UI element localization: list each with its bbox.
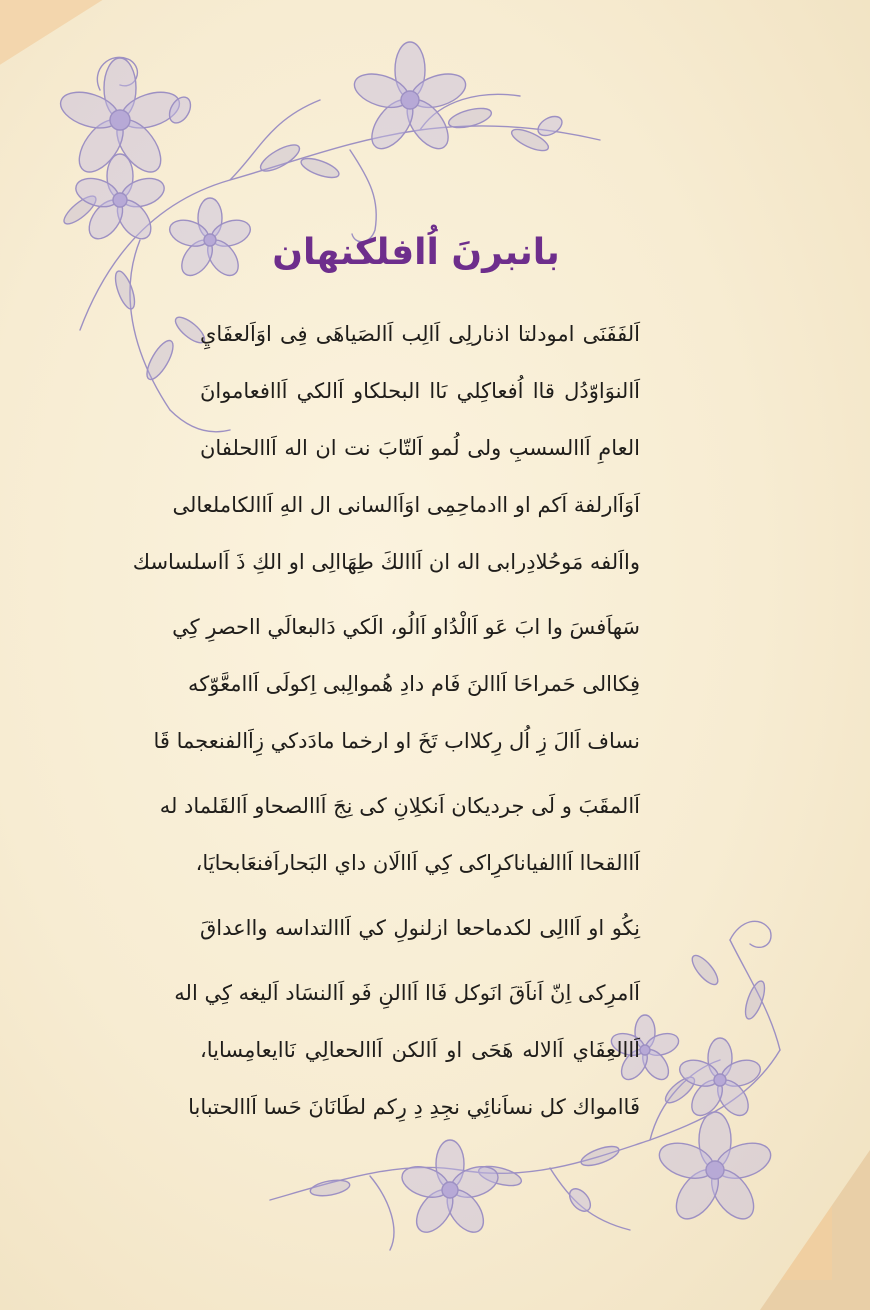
poem-title: بانبرنَ اُافلكنهان	[272, 232, 560, 273]
poem-body	[132, 306, 640, 1136]
poem-verse: سَهاَفسَ وا ابَ عَو اَالْدُاو اَالُو، الَكي دَالبعالَي ااحصرِ كِي	[172, 615, 640, 639]
poem-verse: اَالمقَبَ و لَى جرديكان اَنكلِانِ كى نِجَ اَاالصحاو اَالقَلماد له	[159, 794, 640, 818]
poem-verse: العامِ اَاالسسبِ ولى لُمو اَلتّابَ نت ان اله اَاالحلفان	[200, 436, 640, 460]
poem-verse: وااَلفه مَوحُلادِرابى اله ان اَاالكَ طِهَاالِى او الكِ ذَ اَاسلساسك	[132, 550, 640, 574]
poem-verse: اَالنوَاوّدُل قاا اُفعاكِلي ىَاا البحلكاو اَالكي اَاافعاموانَ	[200, 379, 640, 403]
poem-verse: اَوَاَارلفة اَكم او اادماحِمِى اوَاَالسانى ال الهِ اَاالكاملعالى	[172, 493, 640, 517]
poem-verse: اَاالقحاا اَاالفياناكرِاكى كِي اَاالَان داي البَحاراَفنعَابحايَا،	[195, 851, 640, 875]
poem-verse: اَاالعِفَاي اَالاله هَحَى او اَالكن اَاالحعالِي نَاايعامِسايا،	[200, 1038, 640, 1062]
poem-verse: اَلفَفَنَى امودلتا اذنارلِى اَالِب اَالصَياهَى فِى اوَاَلعفَايِ	[200, 322, 640, 346]
poem-verse: نساف اَالَ زِ اُل رِكلااب تَخَ او ارخما مادَدكي زِاَالفنعجما قَا	[153, 729, 640, 753]
poem-verse: فَاامواك كل نساَنائِي نجِدِ دِ رِكم لطَانَانَ حَسا اَاالحتبابا	[188, 1095, 640, 1119]
poem-verse: اَامرِكى اِنّ اَناَقَ انَوكل فَاا اَاالنِ فَو اَالنسَاد اَليغه كِي اله	[174, 981, 640, 1005]
poem-verse: فِكاالى حَمراحَا اَاالنَ فَام دادِ هُموالِبى اِكولَى اَاامعَّوّكه	[188, 672, 640, 696]
poem-verse: نِكُو او اَاالِى لكدماحعا ازلنولِ كي اَاالتداسه وااعداقَ	[200, 916, 640, 940]
